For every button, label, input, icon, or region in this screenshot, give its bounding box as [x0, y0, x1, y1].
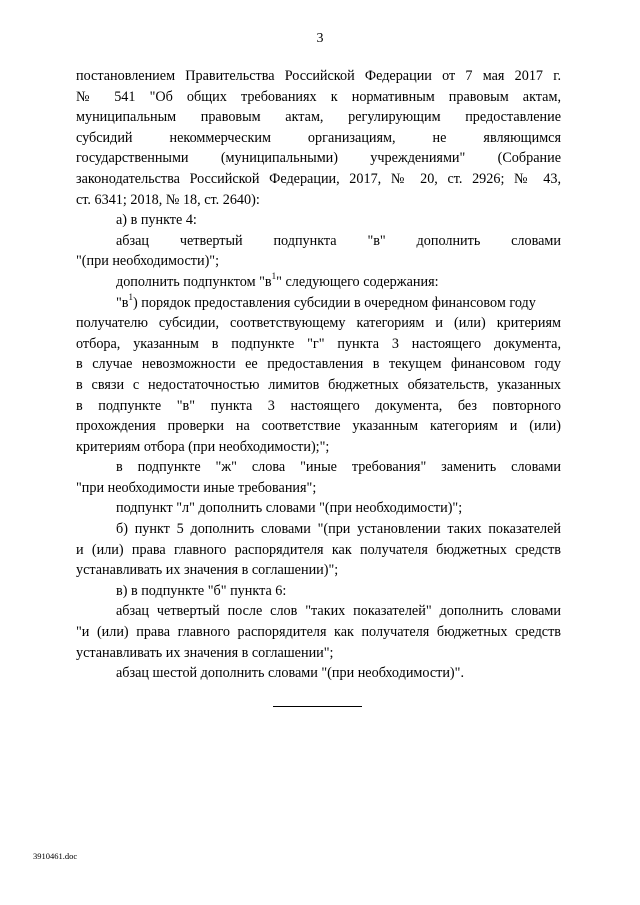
text-line: абзац шестой дополнить словами "(при необходимости)".: [116, 665, 464, 682]
text-line: в подпункте "в" пункта 3 настоящего документа, без повторного: [76, 397, 561, 414]
text-line: постановлением Правительства Российской Федерации от 7 мая 2017 г.: [76, 68, 561, 84]
text-line: а) в пункте 4:: [116, 212, 197, 229]
text-line: б) пункт 5 дополнить словами "(при установлении таких показателей: [116, 521, 561, 538]
text-fragment: " следующего содержания:: [276, 273, 439, 290]
text-line: критериям отбора (при необходимости);";: [76, 438, 330, 455]
file-label: 3910461.doc: [33, 851, 78, 861]
text-line: в подпункте "ж" слова "иные требования" заменить словами: [116, 459, 561, 476]
text-line: получателю субсидии, соответствующему категориям и (или) критериям: [76, 315, 561, 332]
text-line: законодательства Российской Федерации, 2017, № 20, ст. 2926; № 43,: [76, 170, 561, 187]
text-line: [76, 293, 561, 314]
text-line: ст. 6341; 2018, № 18, ст. 2640):: [76, 191, 260, 208]
text-line: № 541 "Об общих требованиях к нормативным правовым актам,: [76, 88, 561, 105]
text-line: прохождения проверки на соответствие указанным категориям и (или): [76, 418, 561, 435]
text-line: в связи с недостаточностью лимитов бюджетных обязательств, указанных: [76, 376, 561, 393]
text-line: абзац четвертый подпункта "в" дополнить словами: [116, 232, 561, 249]
text-line: "при необходимости иные требования";: [76, 479, 317, 496]
page-number: 3: [316, 31, 324, 46]
text-line: подпункт "л" дополнить словами "(при необходимости)";: [116, 500, 463, 517]
text-line: отбора, указанным в подпункте "г" пункта 3 настоящего документа,: [76, 335, 561, 352]
text-line: "(при необходимости)";: [76, 253, 220, 270]
text-line: субсидий некоммерческим организациям, не являющимся: [76, 129, 561, 146]
text-line: в) в подпункте "б" пункта 6:: [116, 582, 287, 599]
superscript: 1: [271, 271, 277, 282]
text-line: [76, 272, 561, 293]
text-line: "и (или) права главного распорядителя как получателя бюджетных средств: [76, 624, 561, 641]
text-line: абзац четвертый после слов "таких показателей" дополнить словами: [116, 603, 561, 620]
text-line: и (или) права главного распорядителя как получателя бюджетных средств: [76, 541, 561, 558]
text-fragment: "в: [116, 294, 129, 311]
text-line: муниципальным правовым актам, регулирующим предоставление: [76, 109, 561, 126]
document-body: [76, 66, 561, 684]
text-line: устанавливать их значения в соглашении";: [76, 644, 334, 661]
text-line: устанавливать их значения в соглашении)";: [76, 562, 339, 579]
text-fragment: дополнить подпунктом "в: [116, 273, 272, 290]
separator-line: [273, 706, 362, 707]
text-fragment: ) порядок предоставления субсидии в очередном финансовом году: [133, 294, 536, 311]
superscript: 1: [128, 291, 133, 302]
text-line: в случае невозможности ее предоставления в текущем финансовом году: [76, 356, 561, 373]
text-line: государственными (муниципальными) учреждениями" (Собрание: [76, 150, 561, 167]
